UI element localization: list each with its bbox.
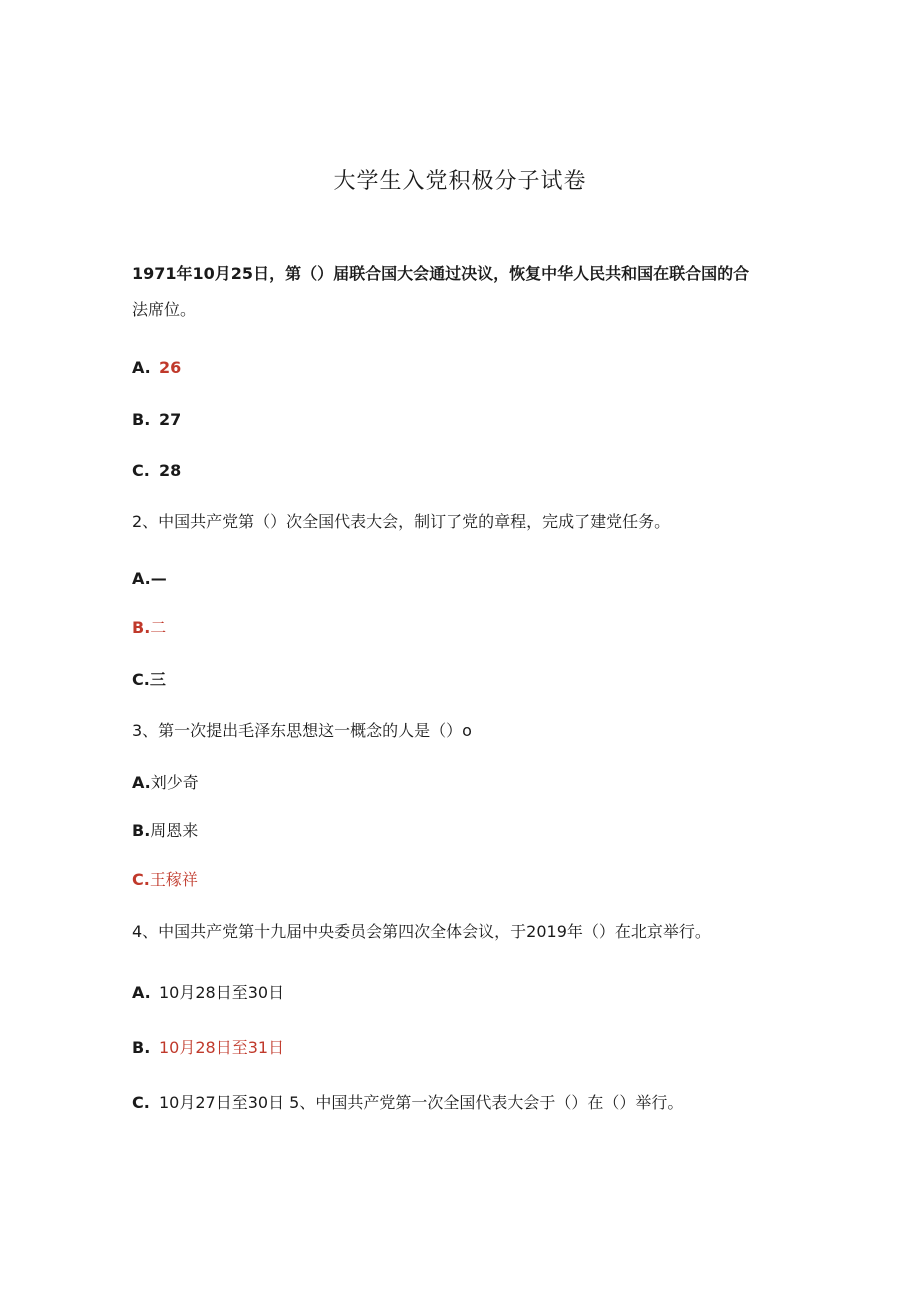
question-4-option-c xyxy=(132,1091,683,1115)
question-2-option-a xyxy=(132,567,167,591)
question-3-option-b xyxy=(132,819,198,843)
option-text: 刘少奇 xyxy=(150,773,199,792)
option-text: 27 xyxy=(159,410,182,429)
option-text: 三 xyxy=(149,670,166,689)
question-4-option-a xyxy=(132,981,284,1005)
page-title: 大学生入党积极分子试卷 xyxy=(333,169,587,194)
option-letter: A. xyxy=(132,773,151,792)
question-2-option-c xyxy=(132,668,166,692)
question-4-stem xyxy=(132,920,711,944)
question-stem-text: 1971年10月25日，第（）届联合国大会通过决议，恢复中华人民共和国在联合国的合 xyxy=(132,264,750,283)
question-1-stem-cont xyxy=(132,298,196,322)
option-letter: B. xyxy=(132,821,151,840)
question-stem-text: 4、中国共产党第十九届中央委员会第四次全体会议，于2019年（）在北京举行。 xyxy=(132,922,711,941)
option-text: 10月27日至30日 5、中国共产党第一次全国代表大会于（）在（）举行。 xyxy=(159,1093,684,1112)
option-letter: C. xyxy=(132,670,150,689)
question-1-option-b xyxy=(132,408,181,432)
option-text: 26 xyxy=(159,358,182,377)
question-2-option-b xyxy=(132,616,166,640)
question-4-option-b xyxy=(132,1036,284,1060)
option-text: — xyxy=(150,569,167,588)
option-letter: B. xyxy=(132,618,151,637)
question-stem-text: 3、第一次提出毛泽东思想这一概念的人是（）o xyxy=(132,721,472,740)
question-3-option-c xyxy=(132,868,198,892)
option-text: 二 xyxy=(150,618,167,637)
option-text: 10月28日至30日 xyxy=(159,983,285,1002)
question-3-stem xyxy=(132,719,472,743)
option-letter: B. xyxy=(132,410,151,429)
option-text: 10月28日至31日 xyxy=(159,1038,285,1057)
option-letter: A. xyxy=(132,983,151,1002)
question-2-stem xyxy=(132,510,670,534)
option-text: 周恩来 xyxy=(150,821,199,840)
option-letter: A. xyxy=(132,358,151,377)
question-1-option-c xyxy=(132,459,181,483)
question-1-option-a xyxy=(132,356,181,380)
question-stem-text: 2、中国共产党第（）次全国代表大会，制订了党的章程，完成了建党任务。 xyxy=(132,512,671,531)
question-3-option-a xyxy=(132,771,199,795)
option-letter: C. xyxy=(132,461,150,480)
option-letter: C. xyxy=(132,870,150,889)
option-letter: A. xyxy=(132,569,151,588)
question-stem-text: 法席位。 xyxy=(132,300,197,319)
option-text: 王稼祥 xyxy=(149,870,198,889)
question-1-stem xyxy=(132,262,749,286)
option-letter: C. xyxy=(132,1093,150,1112)
option-letter: B. xyxy=(132,1038,151,1057)
option-text: 28 xyxy=(159,461,182,480)
